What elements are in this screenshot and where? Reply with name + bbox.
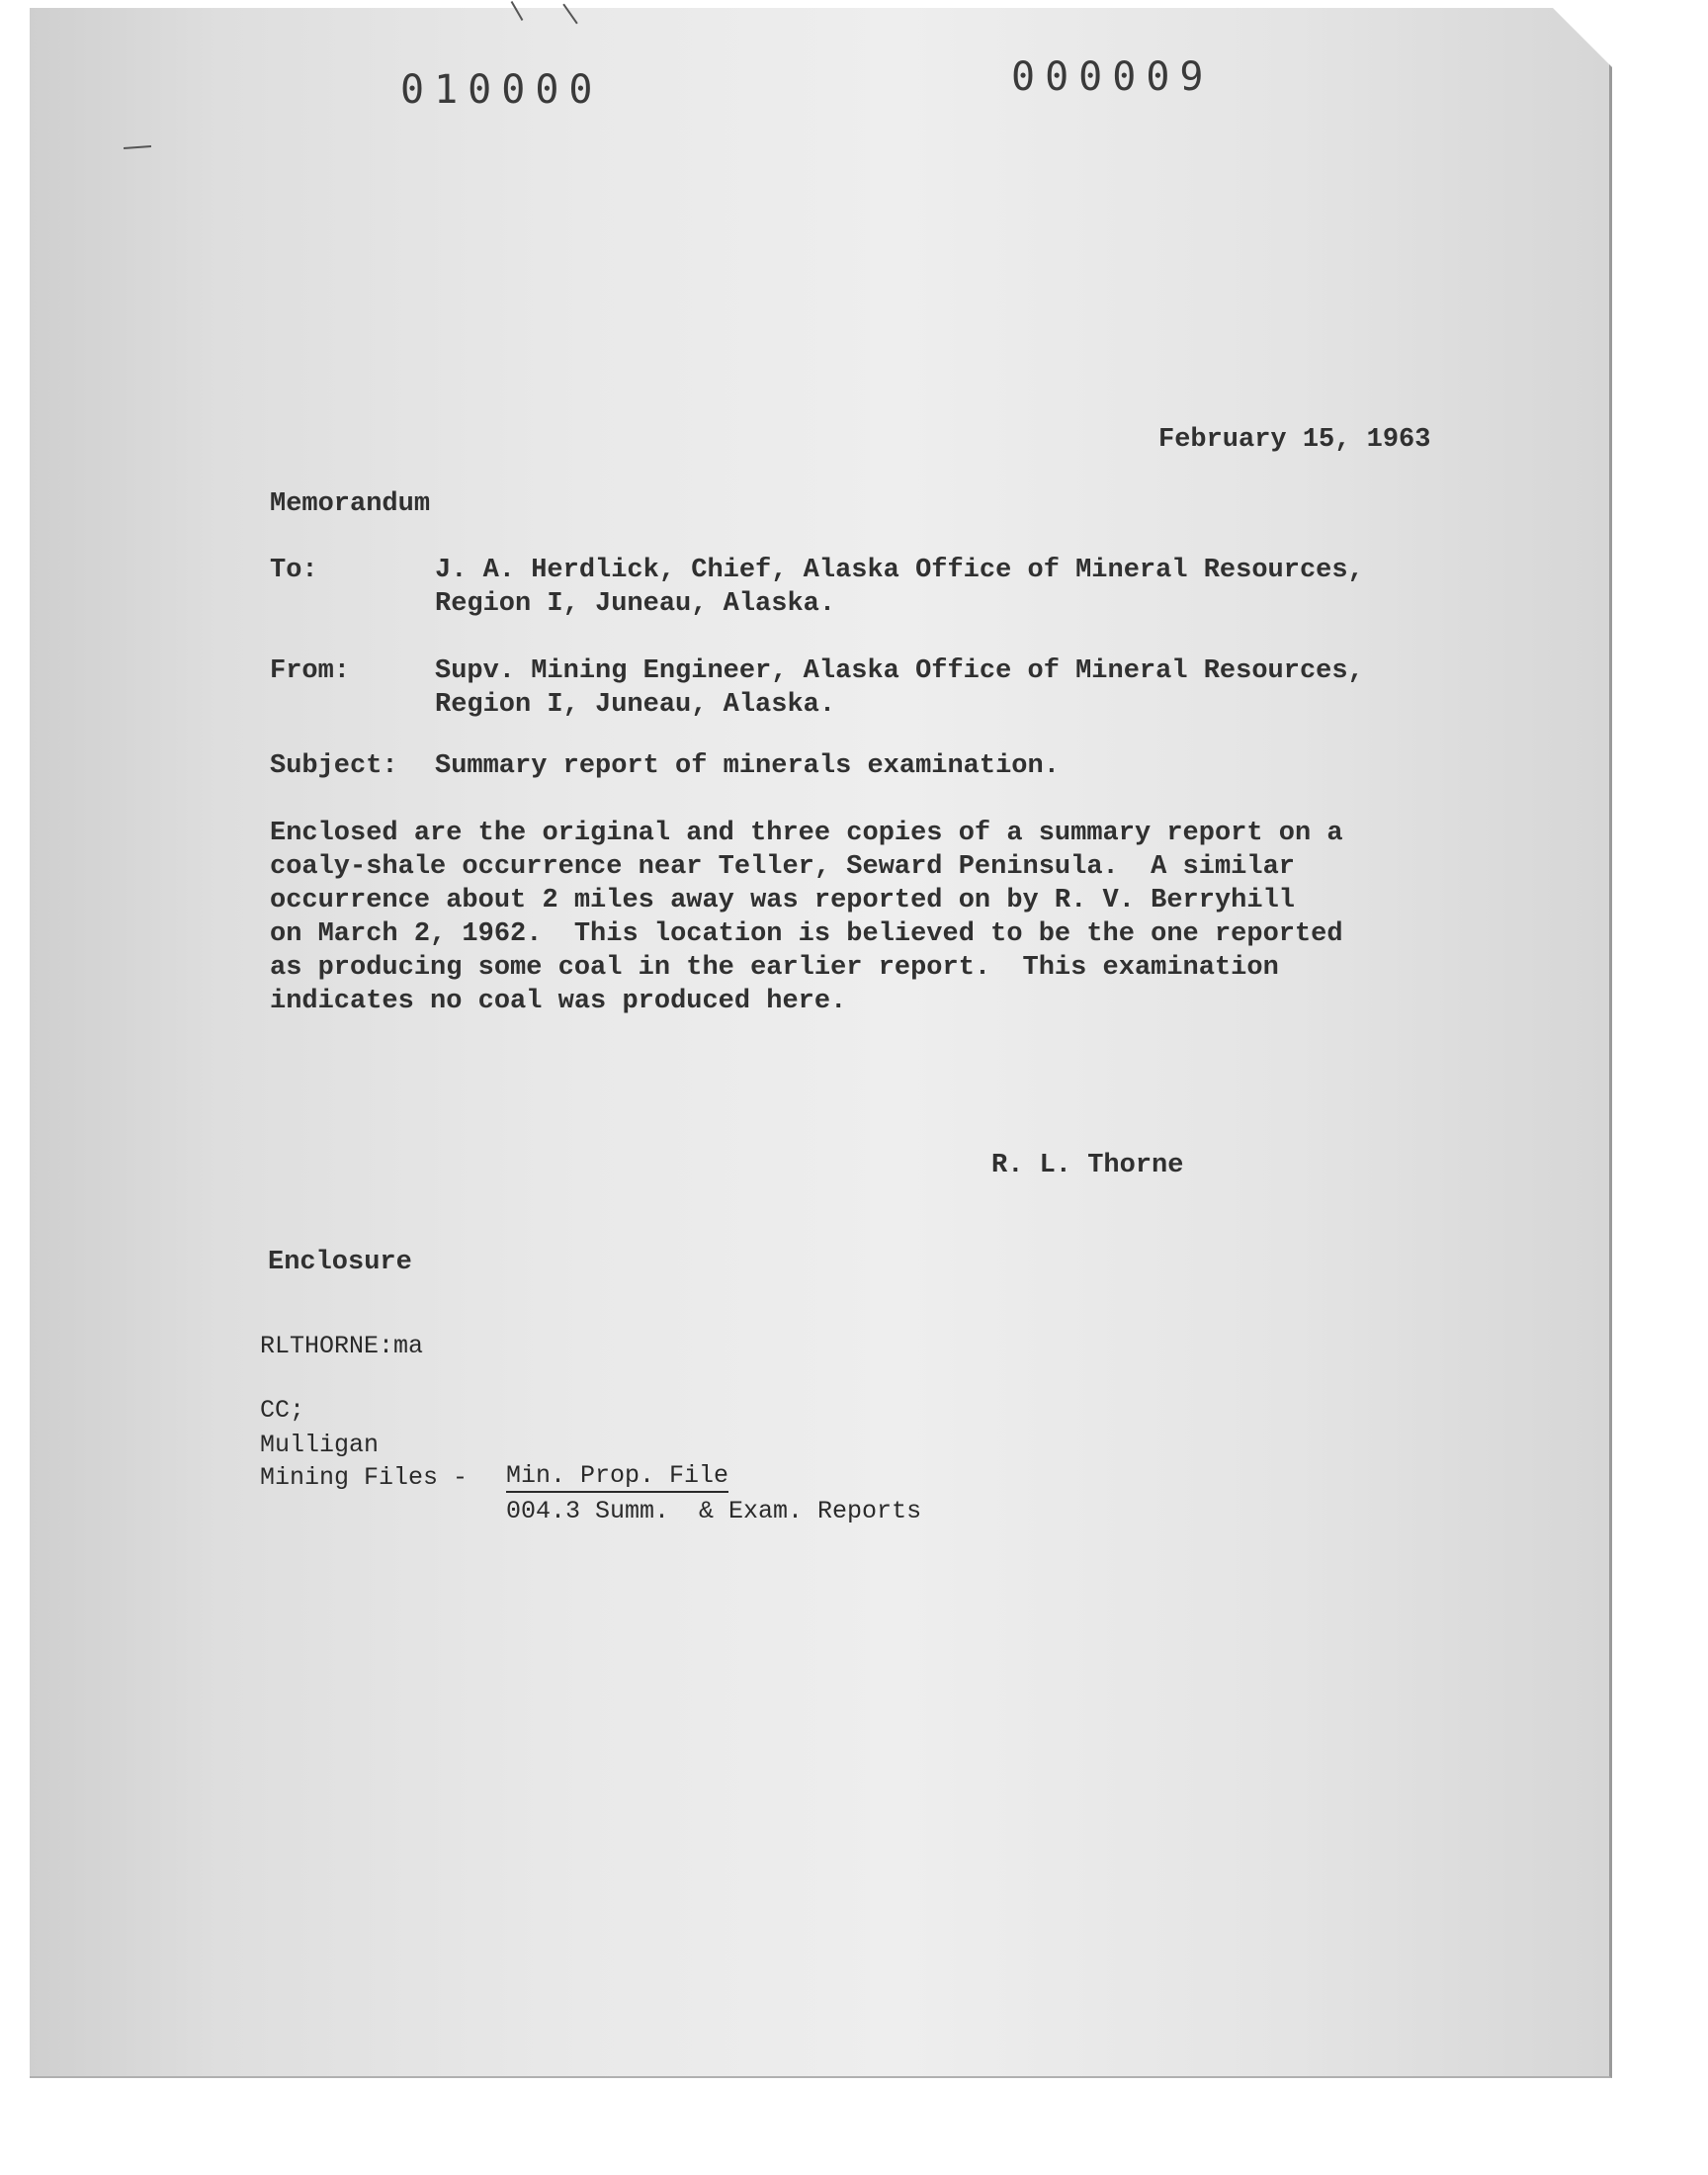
file-stamp-left: 010000 (400, 67, 603, 113)
body-line: indicates no coal was produced here. (270, 987, 847, 1016)
memo-heading: Memorandum (270, 489, 431, 519)
cc-files-line-1: Min. Prop. File (506, 1461, 728, 1493)
body-line: coaly-shale occurrence near Teller, Seward Peninsula. A similar (270, 852, 1295, 882)
memo-date: February 15, 1963 (1158, 425, 1431, 455)
typist-initials: RLTHORNE:ma (260, 1332, 424, 1360)
subject-label: Subject: (270, 751, 398, 781)
body-line: as producing some coal in the earlier report. This examination (270, 953, 1279, 983)
memo-body (270, 817, 1343, 1018)
to-label: To: (270, 556, 318, 585)
cc-files-prefix: Mining Files - (260, 1463, 469, 1492)
from-value (435, 654, 1364, 722)
body-line: occurrence about 2 miles away was reported on by R. V. Berryhill (270, 886, 1295, 915)
cc-files-line-2: 004.3 Summ. & Exam. Reports (506, 1497, 922, 1525)
enclosure-note: Enclosure (268, 1248, 412, 1277)
body-line: on March 2, 1962. This location is believed to be the one reported (270, 919, 1343, 949)
from-line-1: Supv. Mining Engineer, Alaska Office of Mineral Resources, (435, 656, 1364, 686)
cc-label: CC; (260, 1396, 305, 1425)
cc-recipient: Mulligan (260, 1431, 380, 1459)
to-line-1: J. A. Herdlick, Chief, Alaska Office of Mineral Resources, (435, 556, 1364, 585)
body-line: Enclosed are the original and three copies of a summary report on a (270, 819, 1343, 848)
subject-value: Summary report of minerals examination. (435, 751, 1060, 781)
to-line-2: Region I, Juneau, Alaska. (435, 589, 836, 619)
from-line-2: Region I, Juneau, Alaska. (435, 690, 836, 720)
file-stamp-right: 000009 (1011, 54, 1214, 100)
signer-name: R. L. Thorne (991, 1151, 1184, 1180)
to-value (435, 554, 1364, 621)
from-label: From: (270, 656, 351, 686)
document-sheet (30, 8, 1612, 2078)
